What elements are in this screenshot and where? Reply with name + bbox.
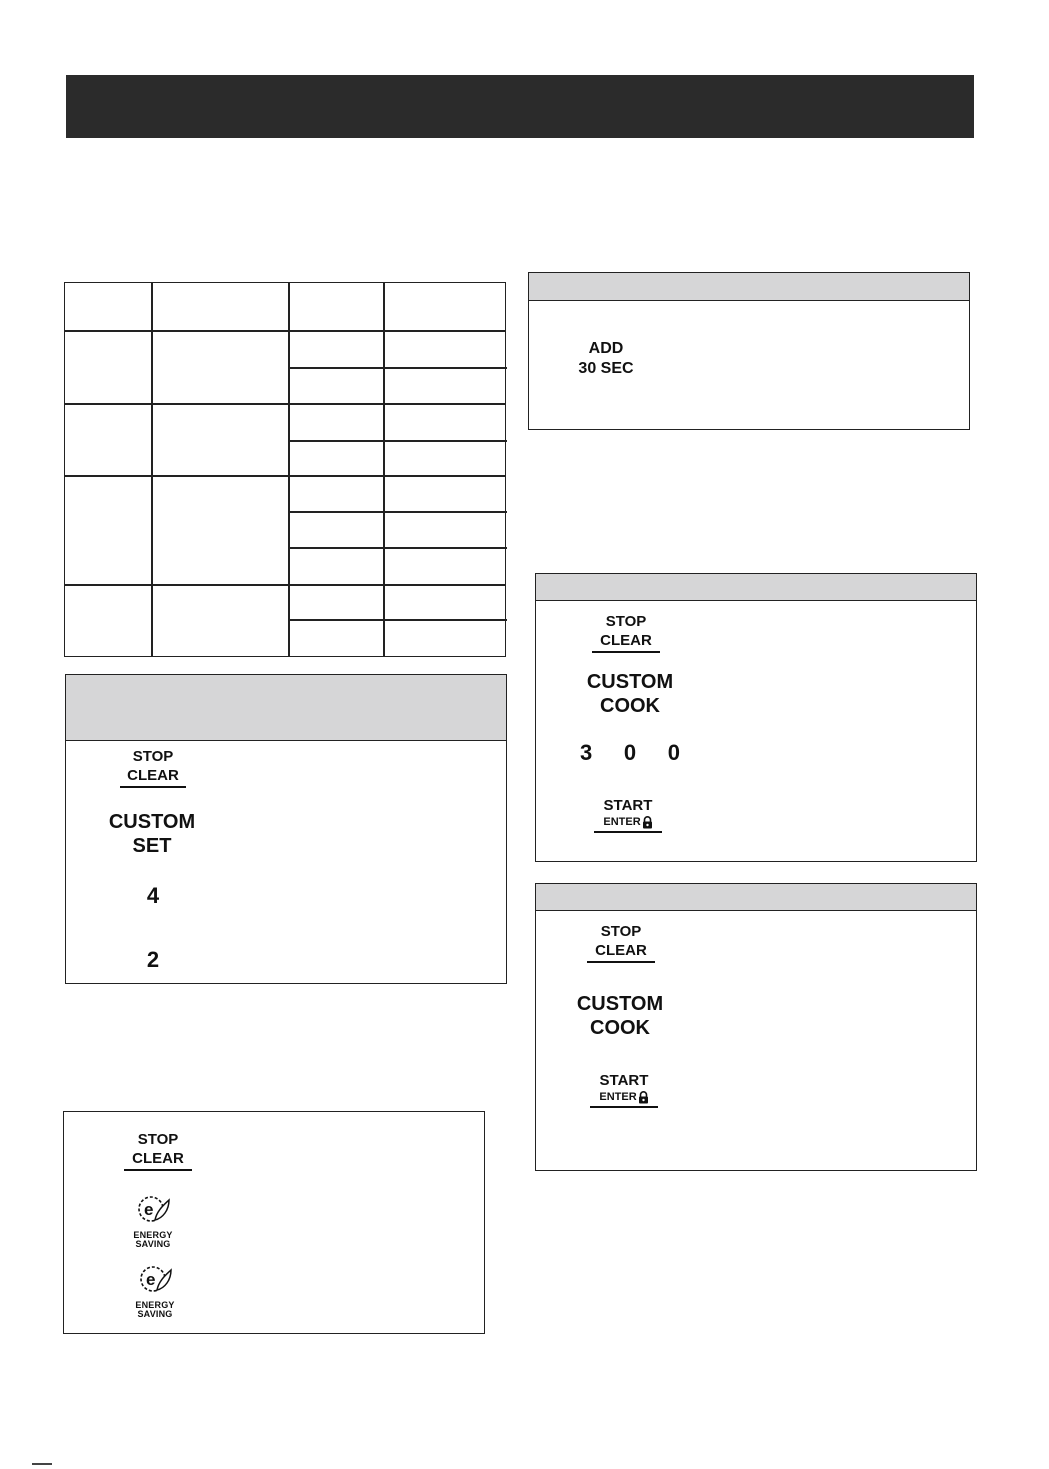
table-row-divider	[65, 584, 505, 586]
number-key-0[interactable]: 0	[667, 740, 680, 765]
custom-set-panel	[65, 674, 507, 984]
lock-icon	[642, 816, 653, 829]
table-row-divider	[65, 475, 505, 477]
table-subrow-divider	[288, 547, 507, 549]
add-30-sec-key[interactable]: ADD 30 SEC	[578, 340, 634, 377]
energy-saving-icon	[135, 1190, 171, 1226]
table-subrow-divider	[288, 511, 507, 513]
table-subrow-divider	[288, 619, 507, 621]
page-corner-mark	[32, 1463, 52, 1465]
custom-cook-key[interactable]: CUSTOM COOK	[576, 993, 664, 1039]
add-30-sec-panel	[528, 272, 970, 430]
stop-clear-key[interactable]: STOP CLEAR	[124, 1130, 192, 1171]
table-col-divider	[151, 283, 153, 656]
stop-clear-key[interactable]: STOP CLEAR	[120, 747, 186, 788]
page-header-bar	[66, 75, 974, 138]
custom-cook-panel-1	[535, 573, 977, 862]
custom-cook-panel-2	[535, 883, 977, 1171]
lock-icon	[638, 1091, 649, 1104]
add-30-sec-panel-header	[529, 273, 969, 301]
custom-set-panel-header	[66, 675, 506, 741]
settings-table	[64, 282, 506, 657]
custom-cook-panel-1-header	[536, 574, 976, 601]
table-row-divider	[65, 330, 505, 332]
energy-saving-key[interactable]: e ENERGY SAVING	[124, 1190, 182, 1249]
custom-set-key[interactable]: CUSTOM SET	[108, 811, 196, 857]
number-key-0[interactable]: 0	[623, 740, 637, 765]
table-row-divider	[65, 403, 505, 405]
number-key-2[interactable]: 2	[146, 947, 160, 972]
table-col-divider	[288, 283, 290, 656]
number-key-4[interactable]: 4	[146, 883, 160, 908]
custom-cook-key[interactable]: CUSTOM COOK	[586, 671, 674, 717]
table-subrow-divider	[288, 440, 507, 442]
custom-cook-panel-2-header	[536, 884, 976, 911]
number-keys-300	[580, 740, 680, 766]
table-col-divider	[383, 283, 385, 656]
energy-saving-icon	[137, 1260, 173, 1296]
start-enter-key[interactable]: START ENTER	[590, 1072, 658, 1108]
table-subrow-divider	[288, 367, 507, 369]
svg-text:e: e	[146, 1270, 156, 1289]
stop-clear-key[interactable]: STOP CLEAR	[587, 922, 655, 963]
energy-saving-key[interactable]: e ENERGY SAVING	[126, 1260, 184, 1319]
start-enter-key[interactable]: START ENTER	[594, 797, 662, 833]
energy-saving-panel	[63, 1111, 485, 1334]
number-key-3[interactable]: 3	[580, 740, 593, 765]
svg-text:e: e	[144, 1200, 154, 1219]
stop-clear-key[interactable]: STOP CLEAR	[592, 612, 660, 653]
